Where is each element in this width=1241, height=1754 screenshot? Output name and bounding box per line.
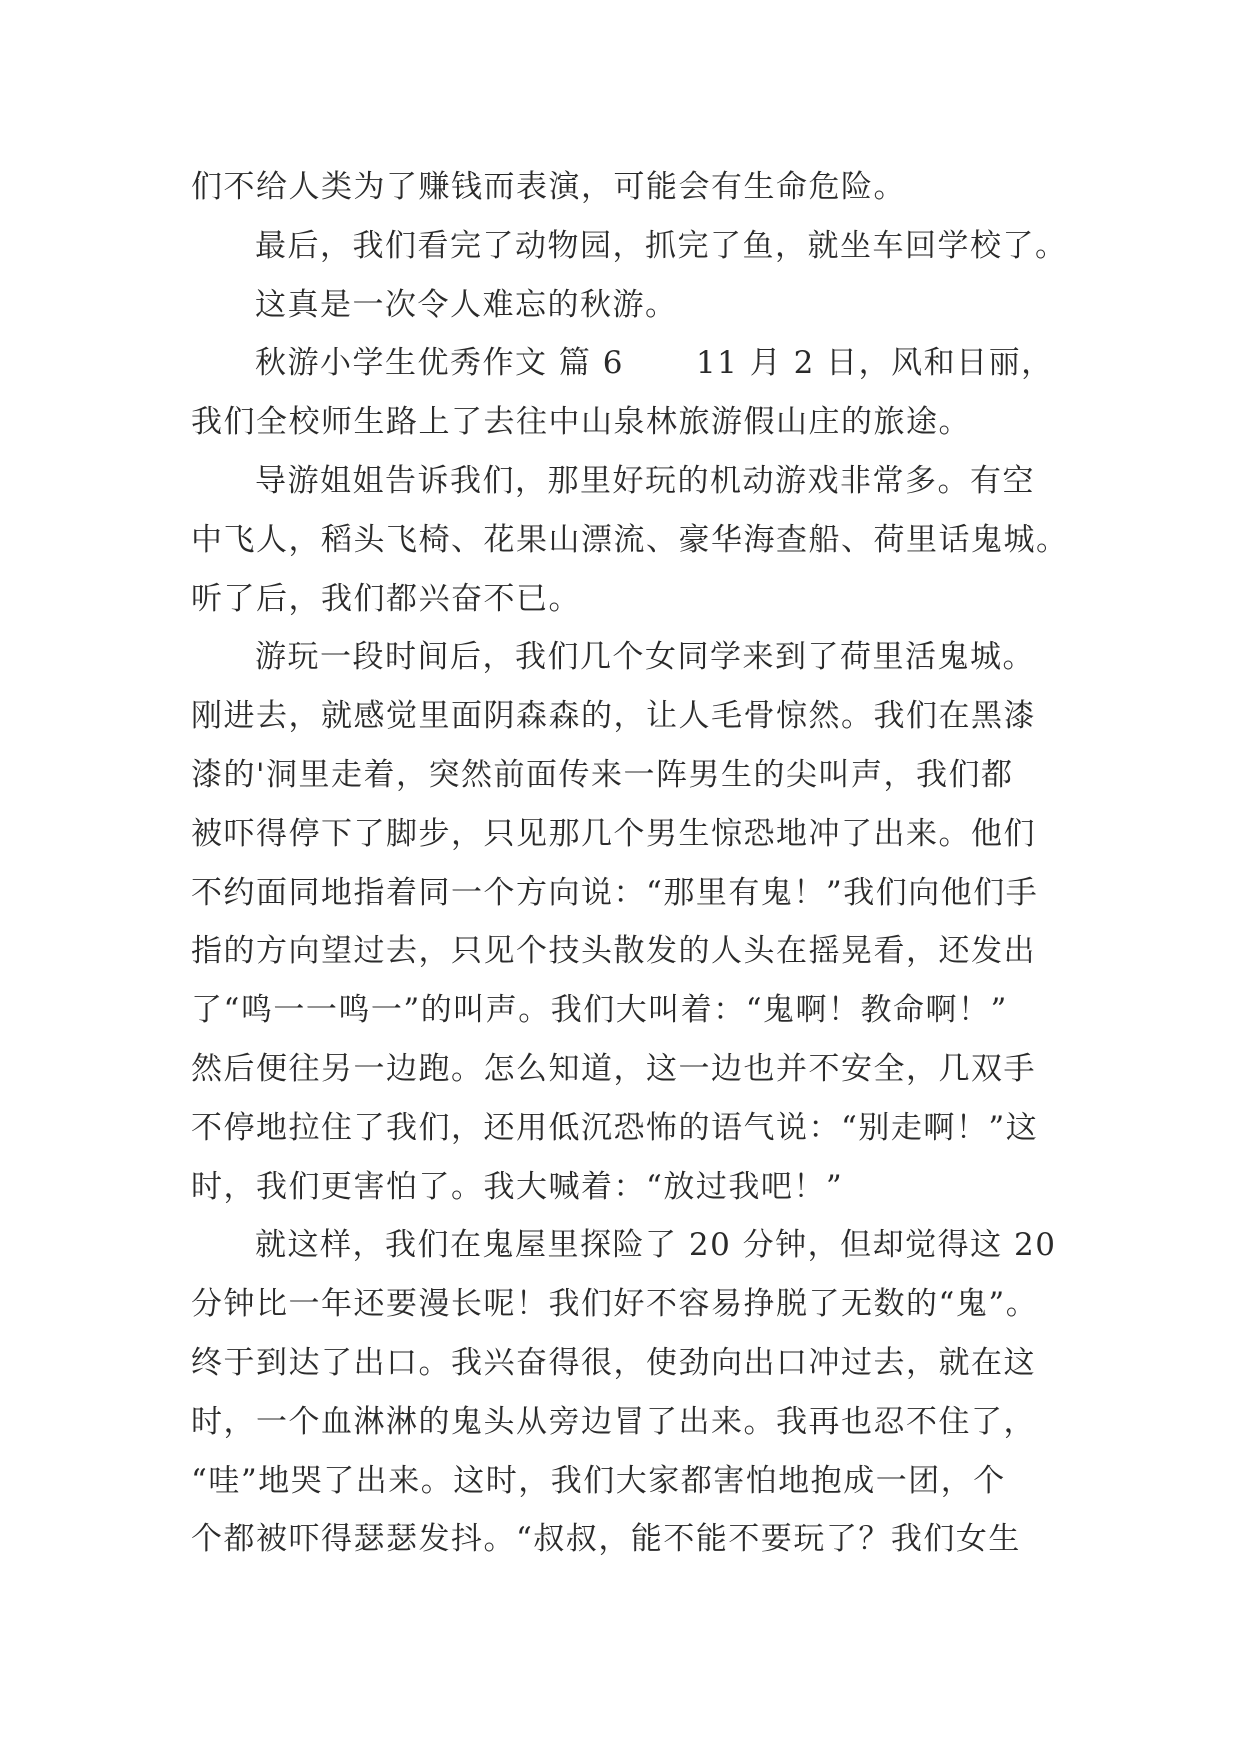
text-line: 这真是一次令人难忘的秋游。 xyxy=(255,286,678,323)
text-line: 分钟比一年还要漫长呢！我们好不容易挣脱了无数的“鬼”。 xyxy=(191,1286,1039,1323)
text-line: 然后便往另一边跑。怎么知道，这一边也并不安全，几双手 xyxy=(191,1050,1036,1087)
text-line: 被吓得停下了脚步，只见那几个男生惊恐地冲了出来。他们 xyxy=(191,815,1036,852)
text-line: 不约面同地指着同一个方向说：“那里有鬼！”我们向他们手 xyxy=(191,874,1039,911)
text-line: 们不给人类为了赚钱而表演，可能会有生命危险。 xyxy=(191,169,906,205)
text-line: 时，我们更害怕了。我大喊着：“放过我吧！” xyxy=(191,1168,844,1205)
essay-heading-line xyxy=(191,334,1071,393)
text-line: 时，一个血淋淋的鬼头从旁边冒了出来。我再也忍不住了， xyxy=(191,1403,1036,1440)
text-line: 导游姐姐告诉我们，那里好玩的机动游戏非常多。有空 xyxy=(255,462,1035,499)
text-line: 我们全校师生路上了去往中山泉林旅游假山庄的旅途。 xyxy=(191,404,971,441)
text-line: 不停地拉住了我们，还用低沉恐怖的语气说：“别走啊！”这 xyxy=(191,1109,1039,1146)
text-line: 漆的'洞里走着，突然前面传来一阵男生的尖叫声，我们都 xyxy=(191,756,1014,793)
text-line: 了“鸣一一鸣一”的叫声。我们大叫着：“鬼啊！教命啊！” xyxy=(191,992,1008,1029)
text-line: 听了后，我们都兴奋不已。 xyxy=(191,580,581,617)
text-line: 中飞人，稻头飞椅、花果山漂流、豪华海查船、荷里话鬼城。 xyxy=(191,521,1069,558)
text-line: 就这样，我们在鬼屋里探险了 20 分钟，但却觉得这 20 xyxy=(255,1227,1057,1264)
essay-title: 秋游小学生优秀作文 篇 6 xyxy=(255,345,624,382)
text-line: 终于到达了出口。我兴奋得很，使劲向出口冲过去，就在这 xyxy=(191,1344,1036,1381)
text-line: “哇”地哭了出来。这时，我们大家都害怕地抱成一团，个 xyxy=(191,1462,1006,1499)
essay-date-text: 11 月 2 日，风和日丽， xyxy=(695,345,1054,382)
text-line: 指的方向望过去，只见个技头散发的人头在摇晃看，还发出 xyxy=(191,933,1036,970)
text-line: 刚进去，就感觉里面阴森森的，让人毛骨惊然。我们在黑漆 xyxy=(191,698,1036,735)
text-line: 个都被吓得瑟瑟发抖。“叔叔，能不能不要玩了？我们女生 xyxy=(191,1521,1021,1558)
text-line: 游玩一段时间后，我们几个女同学来到了荷里活鬼城。 xyxy=(255,639,1035,676)
text-line: 最后，我们看完了动物园，抓完了鱼，就坐车回学校了。 xyxy=(255,227,1068,264)
essay-body xyxy=(191,158,1071,1569)
